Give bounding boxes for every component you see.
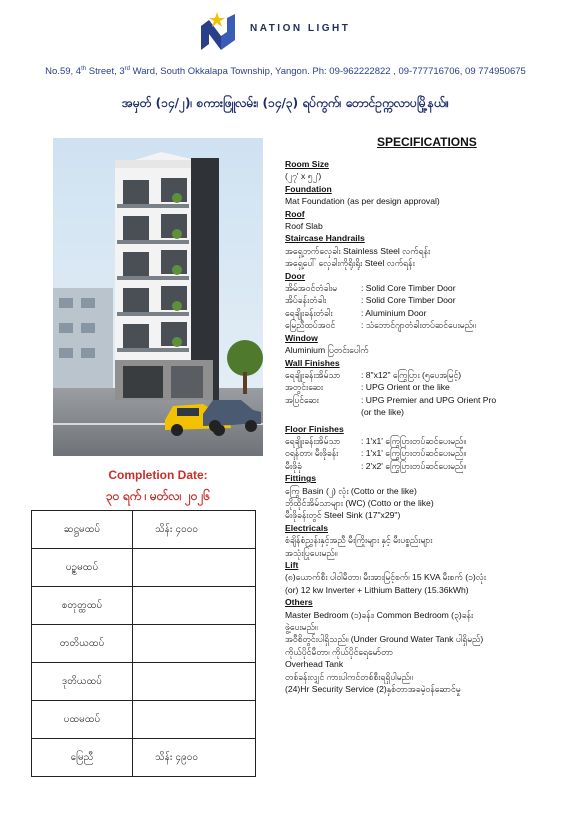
roof-value: Roof Slab <box>285 221 323 232</box>
door-row <box>285 282 565 294</box>
floor-cell: ပဉ္စမထပ် <box>32 549 133 587</box>
price-cell <box>133 701 256 739</box>
others-line: ဖွဲ့ပေးမည်။ <box>285 622 318 633</box>
price-cell <box>133 663 256 701</box>
wall-value: : UPG Orient or the like <box>361 382 450 393</box>
floor-key: ရေချိုးခန်းအိမ်သာ <box>285 435 341 446</box>
floor-row <box>285 435 565 447</box>
nation-light-logo <box>197 6 239 52</box>
door-key: အိပ်ခန်းတံခါး <box>285 295 327 306</box>
others-line: Overhead Tank <box>285 659 344 670</box>
door-key: မြေညီထပ်အဝင် <box>285 320 336 331</box>
others-line: တစ်ခန်းလျှင် ကားပါကင်တစ်စီးရရှိပါမည်။ <box>285 671 413 682</box>
floor-cell: ဆဋ္ဌမထပ် <box>32 511 133 549</box>
door-row <box>285 319 565 331</box>
others-line: Master Bedroom (၁)ခန်း၊ Common Bedroom (၃)ခန်း <box>285 609 474 620</box>
building-photo <box>53 138 263 456</box>
door-key: အိမ်အဝင်တံခါးမ <box>285 283 338 294</box>
fittings-line: ကြွေ Basin (၂) လုံး (Cotto or the like) <box>285 485 417 496</box>
door-row <box>285 294 565 306</box>
room-size-value: (၂၇' x ၅၂') <box>285 171 322 182</box>
floor-key: ဝရန်တာ၊ မီးဖိုခန်း <box>285 448 339 459</box>
price-cell: သိန်း ၄၀၀၀ <box>133 511 256 549</box>
table-row <box>32 625 256 663</box>
floor-cell: ပထမထပ် <box>32 701 133 739</box>
floor-value: : 1'x1' ကြွေပြားတပ်ဆင်ပေးမည်။ <box>361 448 466 459</box>
others-line: အဝီစိတွင်းပါရှိသည်။ (Under Ground Water Tank ပါရှိမည်) <box>285 634 484 645</box>
floor-value: : 2'x2' ကြွေပြားတပ်ဆင်ပေးမည်။ <box>361 460 466 471</box>
price-cell <box>133 625 256 663</box>
wall-key <box>285 406 361 418</box>
floor-cell: ဒုတိယထပ် <box>32 663 133 701</box>
completion-date: ၃၀ ရက် ၊ မတ်လ၊ ၂၀၂၆ <box>105 489 211 503</box>
table-row <box>32 587 256 625</box>
door-row <box>285 307 565 319</box>
lift-line: (or) 12 kw Inverter + Lithium Battery (15.36kWh) <box>285 584 469 595</box>
wall-value: (or the like) <box>361 407 404 418</box>
floor-heading: Floor Finishes <box>285 423 344 434</box>
roof-heading: Roof <box>285 208 305 219</box>
wall-key: အတွင်းဆေး <box>285 382 324 393</box>
wall-key: အပြင်ဆေး <box>285 394 319 405</box>
floor-row <box>285 447 565 459</box>
page-title: အမှတ် (၁၄/၂)၊ စကားဖြူလမ်း၊ (၁၄/၃) ရပ်ကွက်၊ တောင်ဥက္ကလာပမြို့နယ်။ <box>121 96 450 110</box>
completion-label: Completion Date: <box>108 468 208 482</box>
room-size-heading: Room Size <box>285 159 329 169</box>
electricals-line: စံချိန်စံညွှန်းနှင့်အညီ မီးကြိုးများ နှင့် မီးပစ္စည်းများ <box>285 535 433 546</box>
address-line: No.59, 4th Street, 3rd Ward, South Okkalapa Township, Yangon. Ph: 09-962222822 , 09-777716706, 09 774950675 <box>45 66 526 78</box>
wall-row <box>285 369 565 381</box>
wall-value: : 8"x12" ကြွေပြား (၅ပေအမြင့်) <box>361 369 462 380</box>
lift-line: (၈)ယောက်စီး ပါဝါမီတာ၊ မီးအားမြင့်စက်၊ 15 KVA မီးစက် (၁)လုံး <box>285 572 486 583</box>
specifications-heading: SPECIFICATIONS <box>377 135 477 149</box>
fittings-line: မီးဖိုခန်းတွင် Steel Sink (17"x29") <box>285 510 401 521</box>
fittings-heading: Fittings <box>285 473 317 484</box>
fittings-line: ဘိုထိုင်အိမ်သာများ (WC) (Cotto or the like) <box>285 497 434 508</box>
door-value: : Solid Core Timber Door <box>361 283 456 294</box>
table-row <box>32 701 256 739</box>
price-table <box>31 510 256 777</box>
floor-cell: မြေညီ <box>32 739 133 777</box>
staircase-line: အရှေ့ဘက်လှေခါး Stainless Steel လက်ရန်း <box>285 245 431 256</box>
table-row <box>32 739 256 777</box>
floor-cell: စတုတ္ထထပ် <box>32 587 133 625</box>
window-value: Aluminium ပြတင်းပေါက် <box>285 345 369 356</box>
electricals-heading: Electricals <box>285 522 328 533</box>
window-heading: Window <box>285 332 318 343</box>
lift-heading: Lift <box>285 560 299 570</box>
wall-heading: Wall Finishes <box>285 357 340 368</box>
door-value: : သံဘောင်ဂျာတံခါးတပ်ဆင်ပေးမည်။ <box>361 320 476 331</box>
price-cell <box>133 587 256 625</box>
foundation-heading: Foundation <box>285 183 332 194</box>
wall-row <box>285 406 565 418</box>
door-key: ရေချိုးခန်းတံခါး <box>285 307 333 318</box>
table-row <box>32 511 256 549</box>
others-heading: Others <box>285 597 313 608</box>
brand-name: NATION LIGHT <box>250 23 351 34</box>
staircase-heading: Staircase Handrails <box>285 233 365 244</box>
others-line: ကိုယ်ပိုင်မီတာ၊ ကိုယ်ပိုင်ရေမော်တာ <box>285 646 394 657</box>
door-value: : Solid Core Timber Door <box>361 295 456 306</box>
table-row <box>32 549 256 587</box>
specifications-list <box>285 158 565 695</box>
wall-row <box>285 394 565 406</box>
price-cell: သိန်း ၄၉၀၀ <box>133 739 256 777</box>
floor-key: မီးဖိုခုံ <box>285 460 302 471</box>
staircase-line: အရှေ့ပေါ် လှေခါးကိုရိုးရိုး Steel လက်ရန်း <box>285 258 415 269</box>
door-value: : Aluminium Door <box>361 307 427 318</box>
others-line: (24)Hr Security Service (2)နှစ်တာအခမဲ့ဝန်ဆောင်မှု <box>285 684 461 695</box>
wall-key: ရေချိုးခန်းအိမ်သာ <box>285 369 341 380</box>
floor-cell: တတိယထပ် <box>32 625 133 663</box>
floor-value: : 1'x1' ကြွေပြားတပ်ဆင်ပေးမည်။ <box>361 435 466 446</box>
door-heading: Door <box>285 270 306 281</box>
foundation-value: Mat Foundation (as per design approval) <box>285 196 440 207</box>
price-cell <box>133 549 256 587</box>
table-row <box>32 663 256 701</box>
wall-value: : UPG Premier and UPG Orient Pro <box>361 394 497 405</box>
wall-row <box>285 381 565 393</box>
electricals-line: အသုံးပြုပေးမည်။ <box>285 547 338 558</box>
floor-row <box>285 460 565 472</box>
